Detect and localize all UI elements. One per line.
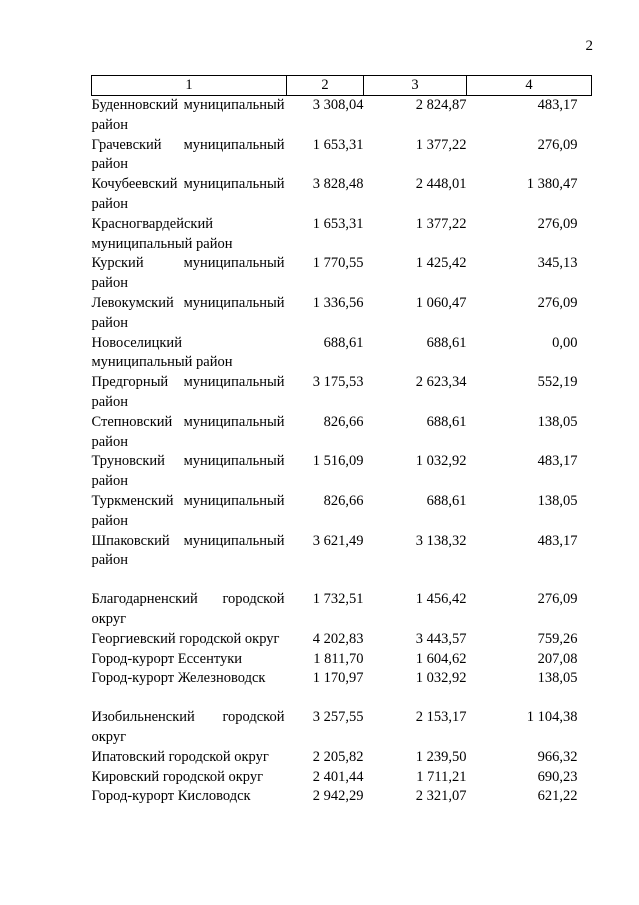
table-row [92,96,592,136]
municipality-name-cell: Шпаковский муниципальный район [91,532,285,569]
municipality-name-cell: Изобильненский городской округ [91,709,285,745]
col-3-value-cell: 2 321,07 [415,788,467,805]
col-4-value-cell: 276,09 [537,591,578,608]
table-row [92,373,592,413]
col-4-value-cell: 138,05 [537,492,578,509]
col-3-value-cell: 2 448,01 [415,176,467,193]
col-3-value-cell: 1 425,42 [415,255,467,272]
col-4-value-cell: 690,23 [537,768,578,785]
page-number: 2 [585,38,593,54]
municipality-name-cell: Труновский муниципальный район [91,453,285,490]
municipality-name-cell: Туркменский муниципальный район [91,492,285,529]
municipality-name-cell: Город-курорт Кисловодск [91,788,251,805]
col-3-value-cell: 1 032,92 [415,670,467,687]
col-2-value-cell: 1 770,55 [312,255,364,272]
allocation-table [91,75,592,807]
col-3-value-cell: 2 824,87 [415,97,467,113]
table-row [92,452,592,492]
col-2-value-cell: 826,66 [323,413,364,430]
col-3-value-cell: 1 456,42 [415,591,467,608]
col-2-value-cell: 2 942,29 [312,788,364,805]
col-4-value-cell: 276,09 [537,294,578,311]
col-3-value-cell: 1 604,62 [415,650,467,667]
col-4-value-cell: 0,00 [552,334,578,351]
col-3-value-cell: 2 153,17 [415,709,467,726]
col-3-value-cell: 688,61 [426,413,467,430]
col-4-value-cell: 276,09 [537,215,578,232]
col-4-value-cell: 483,17 [537,453,578,470]
municipality-name-cell: Красногвардейский муниципальный район [91,215,233,252]
col-2-value-cell: 4 202,83 [312,630,364,647]
municipality-name-cell: Курский муниципальный район [91,255,285,292]
col-3-value-cell: 1 239,50 [415,748,467,765]
col-2-value-cell: 826,66 [323,492,364,509]
col-4-value-cell: 483,17 [537,97,578,113]
table-row [92,175,592,215]
table-row [92,787,592,807]
col-3-value-cell: 688,61 [426,334,467,351]
col-3-value-cell: 688,61 [426,492,467,509]
header-col-3: 3 [364,76,467,96]
table-body [92,96,592,808]
header-col-2: 2 [287,76,364,96]
table-row [92,669,592,689]
municipality-name-cell: Степновский муниципальный район [91,413,285,450]
table-row [92,532,592,572]
municipality-name-cell: Левокумский муниципальный район [91,294,285,331]
municipality-name-cell: Город-курорт Железноводск [91,670,266,687]
col-3-value-cell: 3 138,32 [415,532,467,549]
col-4-value-cell: 138,05 [537,670,578,687]
col-2-value-cell: 1 811,70 [313,650,364,667]
table-header [92,76,592,96]
municipality-name-cell: Кочубеевский муниципальный район [91,176,285,212]
col-4-value-cell: 621,22 [537,788,578,805]
col-3-value-cell: 1 377,22 [415,215,467,232]
municipality-name-cell: Предгорный муниципальный район [91,374,285,410]
col-4-value-cell: 483,17 [537,532,578,549]
col-2-value-cell: 1 653,31 [312,136,364,153]
col-4-value-cell: 1 380,47 [526,176,578,193]
col-3-value-cell: 1 032,92 [415,453,467,470]
col-4-value-cell: 207,08 [537,650,578,667]
municipality-name-cell: Буденновский муниципальный район [91,97,285,133]
municipality-name-cell: Город-курорт Ессентуки [91,650,243,667]
col-4-value-cell: 138,05 [537,413,578,430]
table-row [92,650,592,670]
table-row [92,254,592,294]
col-2-value-cell: 1 732,51 [312,591,364,608]
col-4-value-cell: 759,26 [537,630,578,647]
col-2-value-cell: 1 653,31 [312,215,364,232]
header-col-1: 1 [92,76,287,96]
municipality-name-cell: Ипатовский городской округ [91,748,269,765]
col-2-value-cell: 1 170,97 [312,670,364,687]
col-3-value-cell: 1 060,47 [415,294,467,311]
col-4-value-cell: 345,13 [537,255,578,272]
col-2-value-cell: 3 257,55 [312,709,364,726]
col-2-value-cell: 3 175,53 [312,374,364,391]
table-row [92,492,592,532]
table-row [92,748,592,768]
group-spacer [92,571,592,590]
col-2-value-cell: 2 205,82 [312,748,364,765]
table-row [92,294,592,334]
table-row [92,136,592,176]
table-row [92,768,592,788]
col-4-value-cell: 276,09 [537,136,578,153]
col-3-value-cell: 3 443,57 [415,630,467,647]
municipality-name-cell: Георгиевский городской округ [91,630,280,647]
table-row [92,413,592,453]
col-2-value-cell: 2 401,44 [312,768,364,785]
municipality-name-cell: Кировский городской округ [91,768,264,785]
col-2-value-cell: 3 828,48 [312,176,364,193]
col-4-value-cell: 966,32 [537,748,578,765]
municipality-name-cell: Новоселицкий муниципальный район [91,334,233,371]
table-row [92,334,592,374]
table-row [92,708,592,748]
col-3-value-cell: 1 711,21 [416,768,467,785]
col-2-value-cell: 3 621,49 [312,532,364,549]
col-2-value-cell: 1 336,56 [312,294,364,311]
municipality-name-cell: Грачевский муниципальный район [91,136,285,173]
col-4-value-cell: 1 104,38 [526,709,578,726]
col-2-value-cell: 688,61 [323,334,364,351]
col-3-value-cell: 1 377,22 [415,136,467,153]
header-row [92,76,592,96]
col-2-value-cell: 3 308,04 [312,97,364,113]
col-3-value-cell: 2 623,34 [415,374,467,391]
col-2-value-cell: 1 516,09 [312,453,364,470]
table-row [92,215,592,255]
table-row [92,630,592,650]
header-col-4: 4 [467,76,592,96]
col-4-value-cell: 552,19 [537,374,578,391]
table-row [92,590,592,630]
municipality-name-cell: Благодарненский городской округ [91,591,285,627]
group-spacer [92,689,592,708]
